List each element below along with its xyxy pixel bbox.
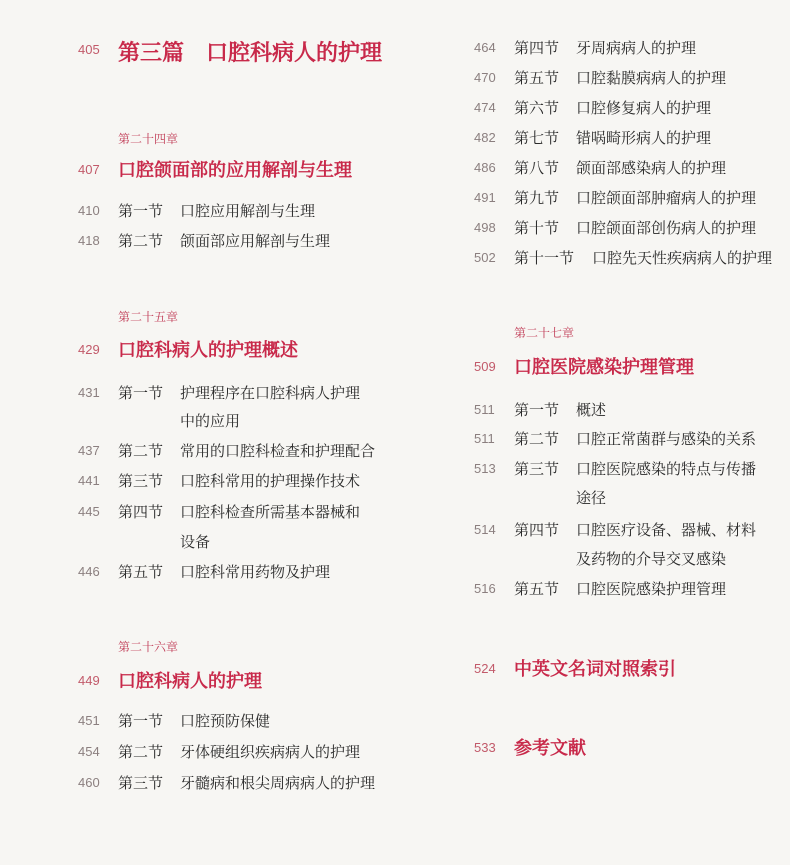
toc-page-number: 514 (474, 522, 496, 537)
section-label: 第一节 (118, 384, 164, 402)
toc-page-number: 511 (474, 402, 495, 417)
chapter-25-title: 口腔科病人的护理概述 (118, 340, 298, 361)
toc-page-number: 482 (474, 130, 496, 145)
toc-page-number: 498 (474, 220, 496, 235)
references-page: 533 (474, 740, 496, 755)
chapter-26-title: 口腔科病人的护理 (118, 671, 262, 692)
section-title: 口腔科常用的护理操作技术 (180, 472, 361, 490)
section-title: 牙髓病和根尖周病病人的护理 (180, 774, 376, 792)
chapter-24-title: 口腔颌面部的应用解剖与生理 (118, 160, 352, 181)
section-title-cont: 中的应用 (180, 412, 241, 430)
section-title: 概述 (576, 401, 607, 419)
section-title-cont: 及药物的介导交叉感染 (576, 550, 727, 568)
toc-page-number: 516 (474, 581, 496, 596)
section-title: 颌面部感染病人的护理 (576, 159, 727, 177)
section-title: 口腔科常用药物及护理 (180, 563, 331, 581)
toc-page-number: 454 (78, 744, 100, 759)
section-label: 第七节 (514, 129, 560, 147)
toc-page-number: 451 (78, 713, 100, 728)
toc-page-number: 418 (78, 233, 100, 248)
chapter-27-label: 第二十七章 (514, 326, 575, 340)
toc-page-number: 511 (474, 431, 495, 446)
chapter-24-page: 407 (78, 162, 100, 177)
toc-page-number: 491 (474, 190, 496, 205)
references-title: 参考文献 (514, 738, 586, 759)
part-page-number: 405 (78, 42, 100, 57)
section-label: 第十节 (514, 219, 560, 237)
part-title: 第三篇 口腔科病人的护理 (118, 40, 383, 66)
section-label: 第五节 (514, 580, 560, 598)
index-page: 524 (474, 661, 496, 676)
chapter-26-label: 第二十六章 (118, 640, 179, 654)
section-title: 口腔医疗设备、器械、材料 (576, 521, 757, 539)
toc-page-number: 460 (78, 775, 100, 790)
section-title: 口腔医院感染护理管理 (576, 580, 727, 598)
toc-page-number: 502 (474, 250, 496, 265)
section-title: 口腔黏膜病病人的护理 (576, 69, 727, 87)
toc-page-number: 446 (78, 564, 100, 579)
section-title: 口腔应用解剖与生理 (180, 202, 316, 220)
section-title: 口腔医院感染的特点与传播 (576, 460, 757, 478)
section-label: 第六节 (514, 99, 560, 117)
index-title: 中英文名词对照索引 (514, 659, 676, 680)
section-label: 第三节 (514, 460, 560, 478)
section-title: 牙周病病人的护理 (576, 39, 697, 57)
section-title: 口腔颌面部肿瘤病人的护理 (576, 189, 757, 207)
toc-page-number: 410 (78, 203, 100, 218)
section-label: 第十一节 (514, 249, 575, 267)
chapter-25-page: 429 (78, 342, 100, 357)
toc-page-number: 431 (78, 385, 100, 400)
toc-page-number: 464 (474, 40, 496, 55)
section-title: 口腔科检查所需基本器械和 (180, 503, 361, 521)
section-title: 错㖞畸形病人的护理 (576, 129, 712, 147)
section-label: 第二节 (118, 743, 164, 761)
chapter-27-page: 509 (474, 359, 496, 374)
chapter-27-title: 口腔医院感染护理管理 (514, 357, 694, 378)
section-title-cont: 设备 (180, 533, 211, 551)
chapter-24-label: 第二十四章 (118, 132, 179, 146)
section-title: 口腔正常菌群与感染的关系 (576, 430, 757, 448)
section-label: 第二节 (118, 232, 164, 250)
toc-page-number: 470 (474, 70, 496, 85)
chapter-26-page: 449 (78, 673, 100, 688)
toc-page-number: 437 (78, 443, 100, 458)
section-title-cont: 途径 (576, 489, 607, 507)
section-label: 第一节 (118, 202, 164, 220)
section-label: 第二节 (118, 442, 164, 460)
toc-page-number: 474 (474, 100, 496, 115)
section-label: 第四节 (514, 521, 560, 539)
section-label: 第八节 (514, 159, 560, 177)
section-title: 口腔颌面部创伤病人的护理 (576, 219, 757, 237)
section-title: 口腔修复病人的护理 (576, 99, 712, 117)
section-label: 第五节 (514, 69, 560, 87)
section-label: 第二节 (514, 430, 560, 448)
toc-page-number: 441 (78, 473, 100, 488)
section-label: 第三节 (118, 774, 164, 792)
toc-page-number: 486 (474, 160, 496, 175)
section-label: 第一节 (514, 401, 560, 419)
section-title: 口腔先天性疾病病人的护理 (592, 249, 773, 267)
chapter-25-label: 第二十五章 (118, 310, 179, 324)
section-title: 护理程序在口腔科病人护理 (180, 384, 361, 402)
section-title: 牙体硬组织疾病病人的护理 (180, 743, 361, 761)
section-title: 常用的口腔科检查和护理配合 (180, 442, 376, 460)
section-label: 第三节 (118, 472, 164, 490)
toc-page-number: 513 (474, 461, 496, 476)
section-label: 第九节 (514, 189, 560, 207)
section-title: 颌面部应用解剖与生理 (180, 232, 331, 250)
toc-page-number: 445 (78, 504, 100, 519)
section-label: 第五节 (118, 563, 164, 581)
section-label: 第四节 (514, 39, 560, 57)
section-label: 第四节 (118, 503, 164, 521)
section-title: 口腔预防保健 (180, 712, 271, 730)
section-label: 第一节 (118, 712, 164, 730)
